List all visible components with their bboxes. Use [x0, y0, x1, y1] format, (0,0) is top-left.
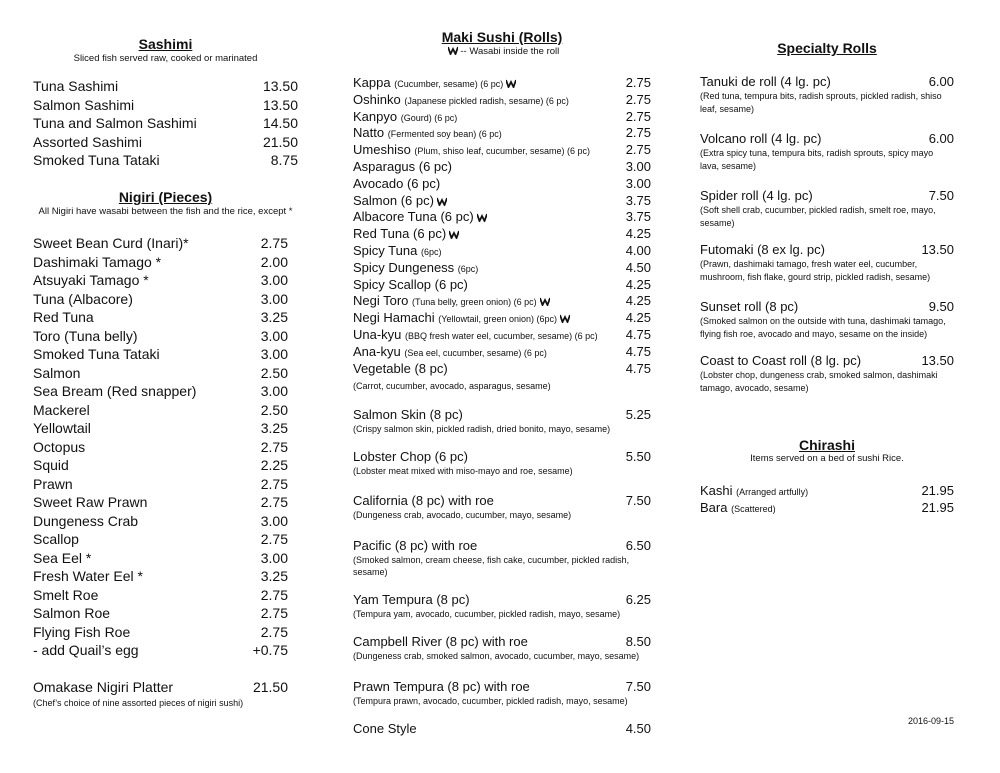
item-name: Bara (Scattered): [700, 500, 776, 515]
item-name: Prawn Tempura (8 pc) with roe: [353, 679, 530, 694]
item-price: 3.00: [260, 272, 288, 288]
item-price: 21.50: [252, 679, 288, 695]
menu-item: [33, 419, 298, 438]
item-name: Smelt Roe: [33, 586, 99, 603]
item-name: Prawn: [33, 475, 73, 492]
item-name: Umeshiso (Plum, shiso leaf, cucumber, sesame) (6 pc): [353, 142, 590, 158]
menu-item: [33, 530, 298, 549]
item-price: 2.75: [260, 475, 288, 492]
menu-item: [700, 352, 954, 370]
menu-item: [353, 192, 651, 209]
item-price: 6.00: [928, 131, 954, 146]
item-price: 2.75: [625, 75, 651, 90]
item-price: 2.75: [260, 531, 288, 547]
item-name: Ana-kyu (Sea eel, cucumber, sesame) (6 pc): [353, 343, 547, 359]
menu-item: [33, 401, 298, 420]
item-price: 3.00: [260, 290, 288, 307]
item-name: Smoked Tuna Tataki: [33, 152, 160, 168]
menu-item: [33, 290, 298, 309]
item-name: Campbell River (8 pc) with roe: [353, 634, 528, 649]
item-note: (Plum, shiso leaf, cucumber, sesame) (6 pc): [414, 146, 590, 157]
item-desc: (Lobster chop, dungeness crab, smoked salmon, dashimaki tamago, avocado, sesame): [700, 370, 938, 393]
item-name: Tuna (Albacore): [33, 290, 133, 307]
item-name: Tanuki de roll (4 lg. pc): [700, 74, 831, 89]
maki-title: Maki Sushi (Rolls): [441, 29, 563, 45]
item-note: (Tuna belly, green onion) (6 pc): [412, 297, 537, 308]
item-name: Spicy Tuna (6pc): [353, 243, 442, 258]
item-price: 2.75: [625, 108, 651, 124]
item-note: (Japanese pickled radish, sesame) (6 pc): [404, 95, 569, 106]
item-price: 2.75: [260, 438, 288, 455]
item-price: 14.50: [262, 115, 298, 131]
item-price: 21.95: [921, 500, 954, 515]
item-price: 3.00: [260, 327, 288, 344]
item-name: Atsuyaki Tamago *: [33, 272, 149, 288]
item-name: Dashimaki Tamago *: [33, 253, 162, 270]
menu-item: [353, 678, 651, 695]
wasabi-icon: [506, 79, 516, 88]
menu-item: [33, 77, 298, 96]
item-price: 5.25: [625, 407, 651, 422]
menu-item: [33, 586, 298, 605]
menu-item: [353, 360, 651, 377]
item-name: Omakase Nigiri Platter: [33, 679, 174, 695]
item-price: 2.00: [260, 253, 288, 270]
menu-item: [353, 158, 651, 175]
item-name: Fresh Water Eel *: [33, 568, 143, 584]
item-price: 4.50: [625, 259, 651, 275]
item-price: 3.00: [625, 159, 651, 174]
item-name: - add Quail’s egg: [33, 642, 139, 658]
item-name: Tuna and Salmon Sashimi: [33, 115, 197, 131]
menu-item: [33, 604, 298, 623]
item-price: 7.50: [625, 493, 651, 508]
item-note: (Arranged artfully): [736, 487, 809, 497]
item-name: Cone Style: [353, 721, 417, 736]
maki-subtitle: -- Wasabi inside the roll: [353, 46, 651, 58]
item-price: 4.50: [625, 721, 651, 736]
menu-item: [353, 591, 651, 608]
item-price: 6.00: [928, 74, 954, 89]
menu-item: [33, 151, 298, 170]
item-price: 2.50: [260, 401, 288, 418]
item-name: Oshinko (Japanese pickled radish, sesame) (6 pc): [353, 91, 569, 107]
item-price: 7.50: [928, 188, 954, 203]
item-name: Avocado (6 pc): [353, 175, 441, 191]
item-price: 2.75: [260, 494, 288, 510]
item-note: (6pc): [420, 247, 442, 257]
item-name: Yam Tempura (8 pc): [353, 592, 470, 607]
sashimi-title: Sashimi: [138, 36, 193, 52]
menu-item: [33, 234, 298, 253]
sashimi-subtitle: Sliced fish served raw, cooked or marinated: [73, 53, 258, 64]
item-price: 4.25: [625, 226, 651, 242]
item-price: 2.75: [260, 586, 288, 603]
item-name: Salmon: [33, 364, 81, 381]
menu-item: [33, 364, 298, 383]
item-name: Spider roll (4 lg. pc): [700, 188, 813, 203]
item-name: Salmon Roe: [33, 605, 111, 621]
menu-item: [353, 141, 651, 158]
chirashi-title: Chirashi: [798, 437, 855, 453]
menu-item: [33, 382, 298, 401]
item-desc: (Dungeness crab, smoked salmon, avocado, cucumber, mayo, sesame): [353, 651, 640, 661]
wasabi-icon: [448, 46, 458, 55]
wasabi-icon: [437, 197, 447, 206]
menu-item: [33, 475, 298, 494]
specialty-title: Specialty Rolls: [777, 40, 877, 56]
item-name: Vegetable (8 pc): [353, 360, 448, 376]
item-desc: (Smoked salmon on the outside with tuna, dashimaki tamago, flying fish roe, avocado and mayo, sesame on the inside): [700, 316, 946, 339]
menu-item: [353, 633, 651, 650]
item-desc: (Prawn, dashimaki tamago, fresh water eel, cucumber, mushroom, fish flake, gourd strip, pickled radish, sesame): [700, 259, 931, 282]
item-name: Asparagus (6 pc): [353, 159, 452, 174]
item-price: 2.25: [260, 457, 288, 473]
menu-item: [33, 253, 298, 272]
menu-item: [33, 345, 298, 364]
wasabi-icon: [560, 314, 570, 323]
menu-item: [33, 456, 298, 475]
menu-item: [353, 276, 651, 293]
item-name: Negi Hamachi (Yellowtail, green onion) (6pc): [353, 309, 570, 328]
item-note: (BBQ fresh water eel, cucumber, sesame) (6 pc): [405, 331, 598, 341]
wasabi-icon: [449, 230, 459, 239]
item-price: 3.25: [260, 420, 288, 436]
item-price: 4.75: [625, 360, 651, 376]
item-name: Pacific (8 pc) with roe: [353, 538, 478, 553]
item-price: 3.25: [260, 568, 288, 584]
item-name: Negi Toro (Tuna belly, green onion) (6 pc): [353, 292, 550, 311]
item-name: Sunset roll (8 pc): [700, 299, 799, 314]
nigiri-subtitle: All Nigiri have wasabi between the fish and the rice, except *: [38, 206, 293, 217]
item-price: 4.25: [625, 276, 651, 292]
item-name: Toro (Tuna belly): [33, 327, 138, 344]
item-note: (6pc): [457, 263, 479, 274]
item-name: Red Tuna: [33, 309, 94, 325]
item-desc: (Lobster meat mixed with miso-mayo and roe, sesame): [353, 466, 573, 476]
item-note: (Scattered): [731, 504, 776, 514]
item-name: Sea Bream (Red snapper): [33, 383, 197, 399]
menu-item: [700, 187, 954, 205]
menu-item: [353, 406, 651, 423]
item-name: Salmon Skin (8 pc): [353, 407, 463, 422]
item-price: 3.00: [625, 175, 651, 191]
item-price: 2.75: [625, 125, 651, 141]
item-desc: (Tempura prawn, avocado, cucumber, pickled radish, mayo, sesame): [353, 696, 628, 706]
item-name: Scallop: [33, 531, 79, 547]
item-name: Tuna Sashimi: [33, 78, 119, 94]
item-name: Kashi (Arranged artfully): [700, 483, 809, 498]
menu-item: [353, 326, 651, 343]
item-price: 2.75: [625, 91, 651, 107]
item-desc: (Smoked salmon, cream cheese, fish cake, cucumber, pickled radish, sesame): [353, 555, 630, 577]
item-name: Mackerel: [33, 401, 90, 418]
item-price: 8.50: [625, 634, 651, 649]
menu-item: [353, 208, 651, 225]
item-note: (Yellowtail, green onion) (6pc): [438, 314, 558, 325]
item-name: Smoked Tuna Tataki: [33, 346, 160, 362]
item-desc: (Red tuna, tempura bits, radish sprouts, pickled radish, shiso leaf, sesame): [700, 91, 942, 114]
item-name: Spicy Dungeness (6pc): [353, 259, 479, 275]
menu-item: [353, 309, 651, 326]
menu-item: [33, 96, 298, 115]
item-price: 4.75: [625, 327, 651, 342]
item-desc: (Extra spicy tuna, tempura bits, radish sprouts, spicy mayo lava, sesame): [700, 148, 934, 171]
omakase-platter: [33, 678, 298, 697]
menu-item: [353, 292, 651, 309]
item-name: Yellowtail: [33, 420, 91, 436]
menu-item: [33, 493, 298, 512]
wasabi-icon: [477, 213, 487, 222]
menu-item: [353, 720, 651, 737]
item-name: Sea Eel *: [33, 549, 92, 566]
omakase-desc: (Chef’s choice of nine assorted pieces of nigiri sushi): [33, 698, 244, 708]
item-price: 5.50: [625, 449, 651, 464]
item-price: 2.75: [625, 142, 651, 158]
item-price: 8.75: [270, 152, 298, 168]
menu-item: [353, 537, 651, 554]
item-price: 4.00: [625, 243, 651, 258]
menu-item: [700, 482, 954, 500]
item-name: Sweet Bean Curd (Inari)*: [33, 235, 189, 251]
item-price: 3.00: [260, 383, 288, 399]
item-name: Futomaki (8 ex lg. pc): [700, 242, 825, 257]
item-price: 2.75: [260, 623, 288, 640]
menu-item: [33, 271, 298, 290]
item-note: (Sea eel, cucumber, sesame) (6 pc): [404, 347, 547, 358]
item-price: 21.95: [921, 483, 954, 498]
menu-item: [700, 499, 954, 517]
item-price: 13.50: [921, 353, 954, 368]
menu-item: [353, 448, 651, 465]
menu-item: [33, 549, 298, 568]
menu-item: [353, 242, 651, 259]
item-desc: (Crispy salmon skin, pickled radish, dried bonito, mayo, sesame): [353, 424, 611, 434]
item-name: Flying Fish Roe: [33, 623, 131, 640]
item-price: 9.50: [928, 299, 954, 314]
item-name: Natto (Fermented soy bean) (6 pc): [353, 125, 502, 141]
menu-item: [353, 74, 651, 91]
item-name: Squid: [33, 457, 69, 473]
item-note: (Cucumber, sesame) (6 pc): [394, 79, 504, 89]
menu-item: [353, 259, 651, 276]
item-price: 4.25: [625, 310, 651, 326]
item-price: 6.25: [625, 592, 651, 607]
menu-item: [33, 623, 298, 642]
menu-item: [700, 130, 954, 148]
item-price: 13.50: [262, 78, 298, 94]
wasabi-icon: [540, 297, 550, 306]
item-name: Volcano roll (4 lg. pc): [700, 131, 822, 146]
menu-item: [353, 124, 651, 141]
menu-item: [353, 492, 651, 509]
item-price: 21.50: [262, 133, 298, 150]
menu-item: [353, 108, 651, 125]
item-price: 3.00: [260, 549, 288, 566]
menu-item: [33, 114, 298, 133]
item-price: 3.00: [260, 346, 288, 362]
item-name: Kanpyo (Gourd) (6 pc): [353, 108, 458, 124]
nigiri-title: Nigiri (Pieces): [118, 189, 213, 205]
item-price: 13.50: [262, 96, 298, 113]
item-name: California (8 pc) with roe: [353, 493, 494, 508]
menu-date: 2016-09-15: [908, 716, 955, 726]
menu-item: [33, 308, 298, 327]
item-name: Sweet Raw Prawn: [33, 494, 148, 510]
item-desc: (Tempura yam, avocado, cucumber, pickled radish, mayo, sesame): [353, 609, 621, 619]
menu-item: [353, 225, 651, 242]
item-note: (Gourd) (6 pc): [400, 112, 458, 123]
item-price: +0.75: [252, 642, 288, 658]
item-price: 4.75: [625, 343, 651, 359]
item-name: Assorted Sashimi: [33, 133, 142, 150]
item-price: 3.75: [625, 209, 651, 225]
item-price: 7.50: [625, 679, 651, 694]
item-note: (Fermented soy bean) (6 pc): [387, 129, 502, 140]
item-desc: (Soft shell crab, cucumber, pickled radish, smelt roe, mayo, sesame): [700, 205, 936, 228]
item-name: Kappa (Cucumber, sesame) (6 pc): [353, 74, 516, 93]
item-name: Lobster Chop (6 pc): [353, 449, 468, 464]
chirashi-subtitle: Items served on a bed of sushi Rice.: [750, 453, 904, 464]
menu-item: [353, 91, 651, 108]
item-name: Albacore Tuna (6 pc): [353, 208, 487, 225]
item-price: 2.50: [260, 364, 288, 381]
vegetable-desc: (Carrot, cucumber, avocado, asparagus, sesame): [353, 381, 551, 391]
menu-item: [700, 73, 954, 91]
menu-item: [353, 175, 651, 192]
item-name: Octopus: [33, 438, 86, 455]
item-name: Dungeness Crab: [33, 512, 139, 529]
menu-item: [33, 567, 298, 586]
item-desc: (Dungeness crab, avocado, cucumber, mayo, sesame): [353, 510, 572, 520]
item-price: 3.75: [625, 192, 651, 208]
item-name: Salmon Sashimi: [33, 96, 135, 113]
item-price: 13.50: [921, 242, 954, 257]
item-name: Spicy Scallop (6 pc): [353, 276, 468, 292]
menu-item: [353, 343, 651, 360]
menu-item: [33, 438, 298, 457]
item-price: 4.25: [625, 293, 651, 309]
menu-item: [700, 298, 954, 316]
menu-item: [33, 641, 298, 660]
item-name: Salmon (6 pc): [353, 192, 447, 209]
item-price: 3.25: [260, 309, 288, 325]
item-name: Red Tuna (6 pc): [353, 225, 459, 242]
item-name: Una-kyu (BBQ fresh water eel, cucumber, sesame) (6 pc): [353, 327, 598, 342]
menu-item: [700, 241, 954, 259]
menu-item: [33, 327, 298, 346]
menu-item: [33, 512, 298, 531]
item-price: 3.00: [260, 512, 288, 529]
item-price: 6.50: [625, 538, 651, 553]
item-price: 2.75: [260, 235, 288, 251]
item-name: Coast to Coast roll (8 lg. pc): [700, 353, 862, 368]
menu-item: [33, 133, 298, 152]
item-price: 2.75: [260, 605, 288, 621]
